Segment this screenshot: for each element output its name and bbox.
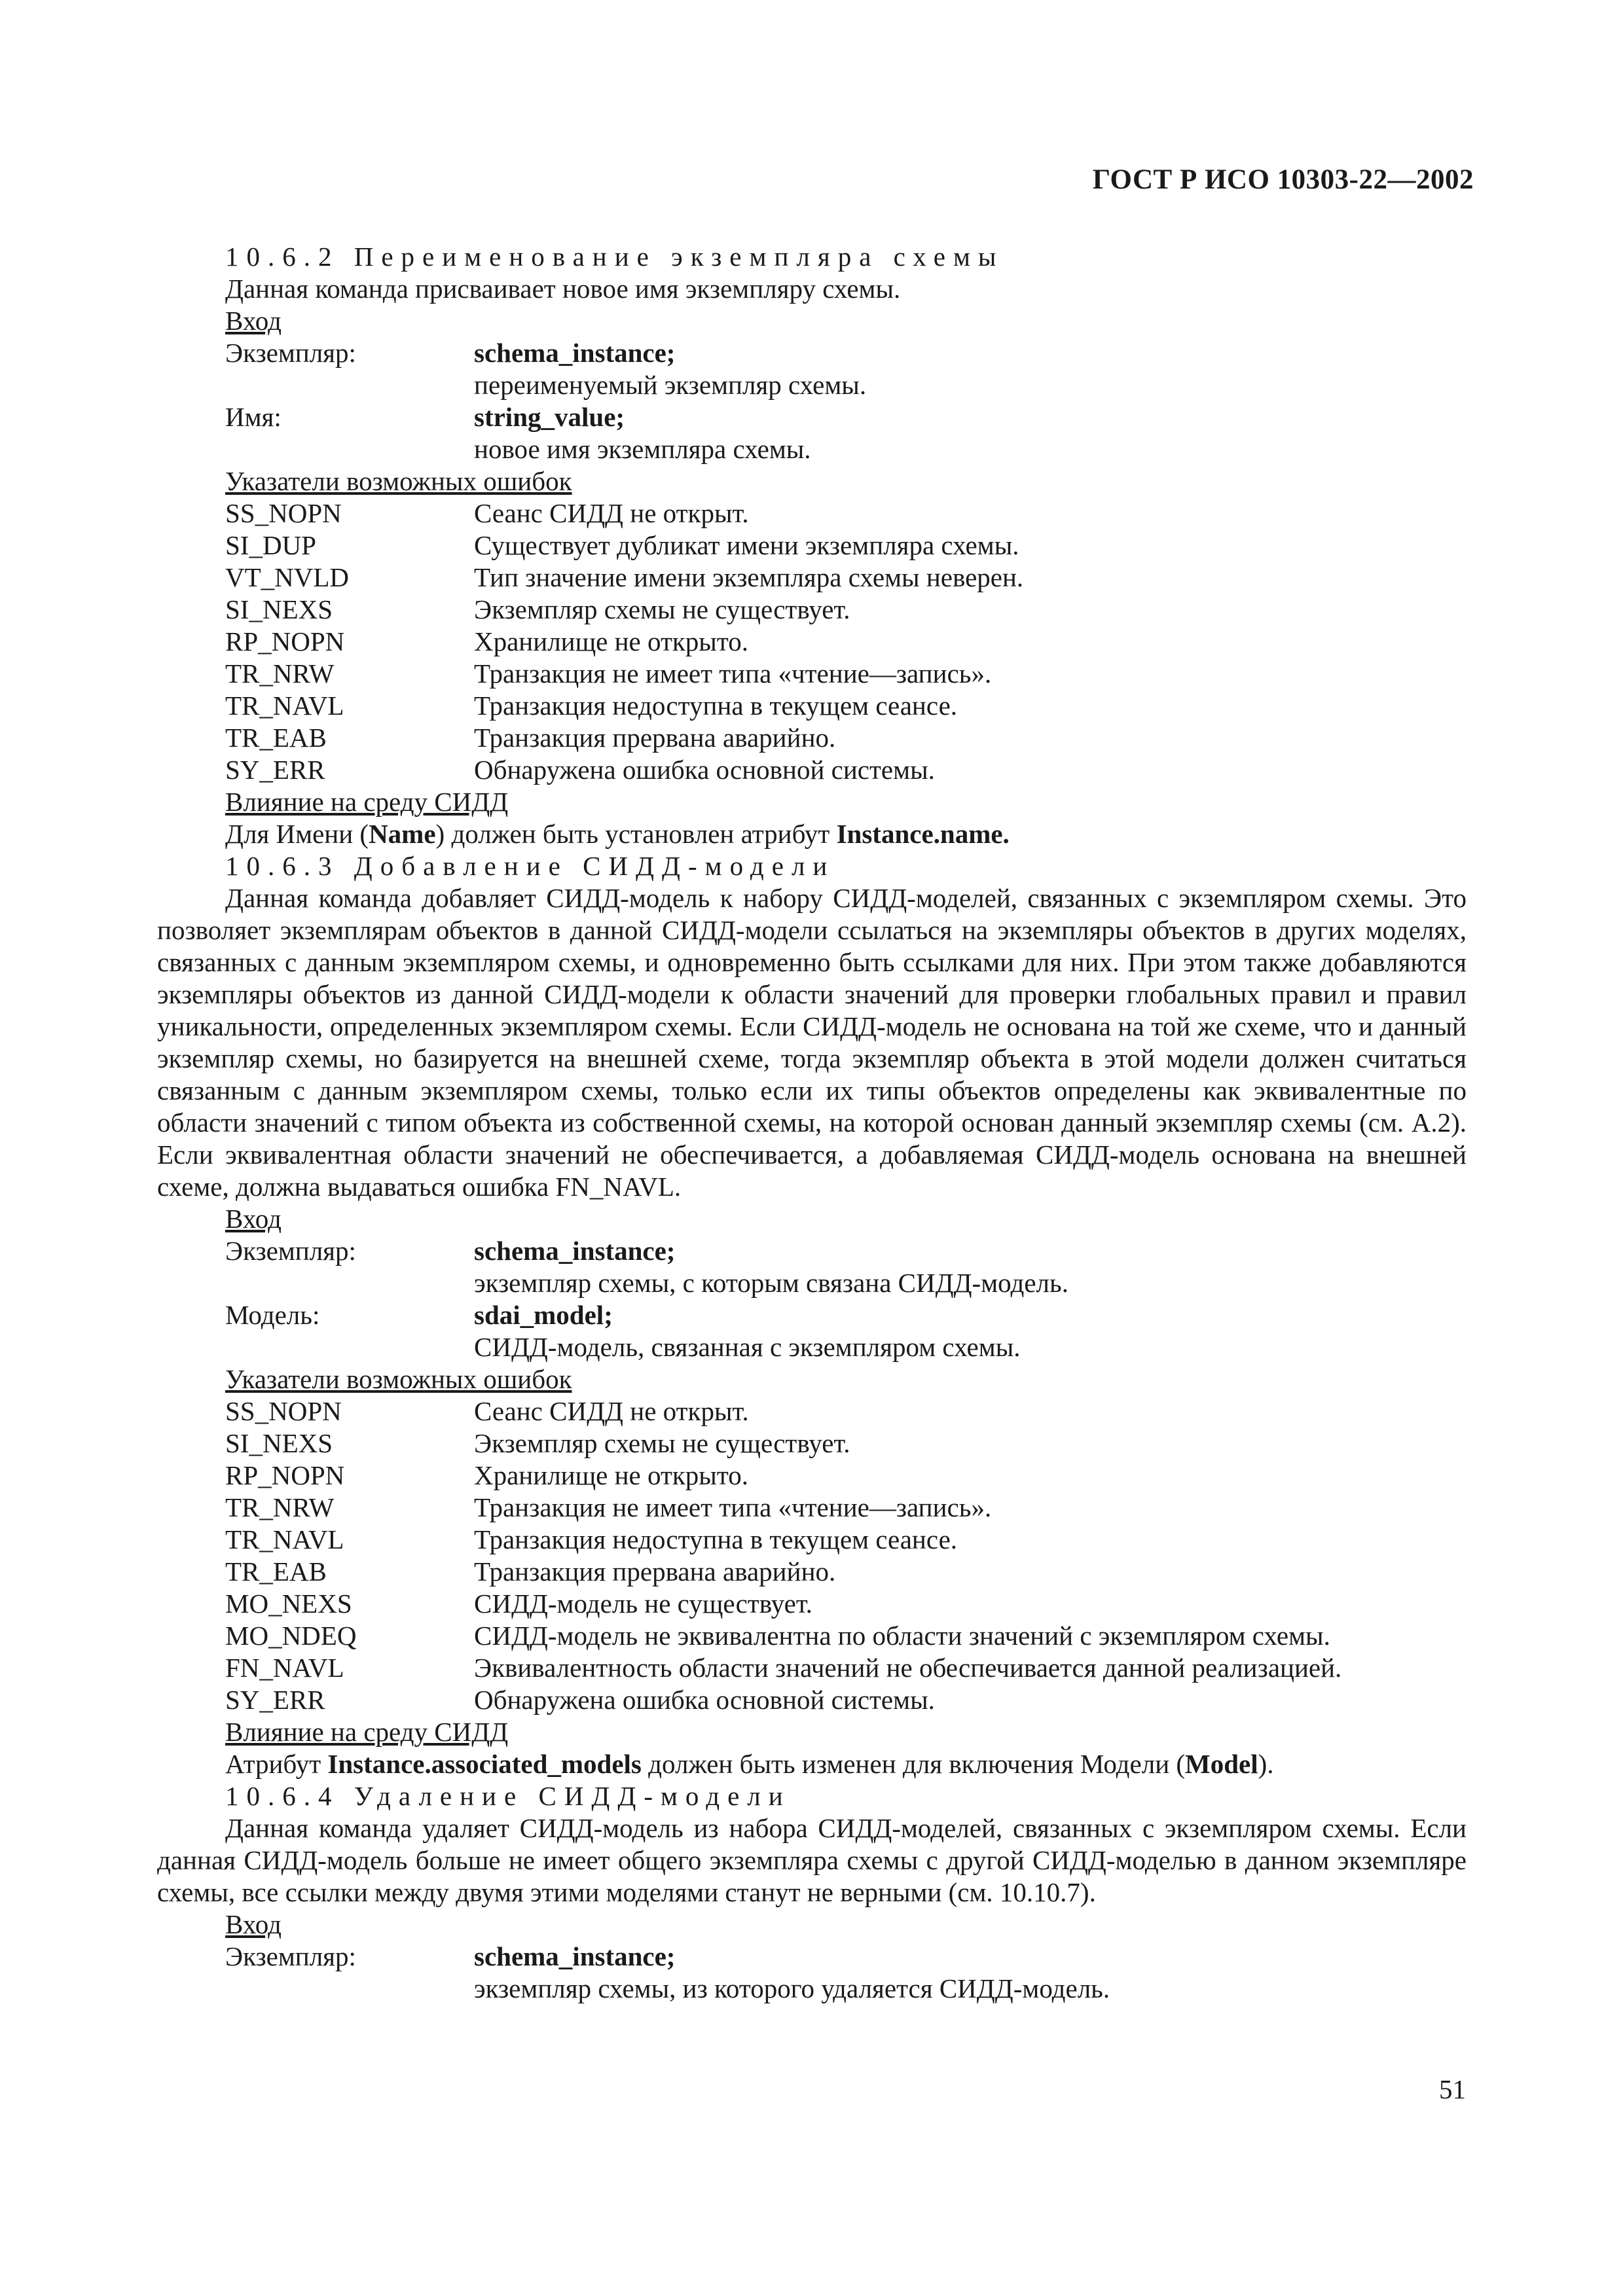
section-paragraph: Данная команда добавляет СИДД-модель к набору СИДД-моделей, связанных с экземпляром схемы. Это позволяет экземплярам объектов в данной СИДД-модели ссылаться на экземпляры объектов в других моделях, связанных с данным экземпляром схемы, и одновременно быть ссылками для них. При этом также добавляются экземпляры объектов из данной СИДД-модели к области значений для проверки глобальных правил и правил уникальности, определенных экземпляром схемы. Если СИДД-модель не основана на той же схеме, что и данный экземпляр схемы, но базируется на внешней схеме, тогда экземпляр объекта в этой модели должен считаться связанным с данным экземпляром схемы, только если их типы объектов определены как эквивалентные по области значений с типом объекта из собственной схемы, на которой основан данный экземпляр схемы (см. А.2). Если эквивалентная области значений не обеспечивается, а добавляемая СИДД-модель основана на внешней схеме, должна выдаваться ошибка FN_NAVL. xyxy=(157,883,1467,1202)
error-code: FN_NAVL xyxy=(225,1653,344,1683)
error-text: СИДД-модель не существует. xyxy=(474,1588,812,1619)
error-code: SY_ERR xyxy=(225,755,325,785)
error-list xyxy=(157,497,1467,786)
error-row xyxy=(157,562,1467,594)
error-row xyxy=(157,1684,1467,1716)
error-text: Транзакция не имеет типа «чтение—запись». xyxy=(474,658,992,689)
error-text: Транзакция недоступна в текущем сеансе. xyxy=(474,1524,958,1554)
error-code: TR_NRW xyxy=(225,658,335,689)
error-row xyxy=(157,626,1467,658)
error-text: СИДД-модель не эквивалентна по области значений с экземпляром схемы. xyxy=(474,1621,1330,1651)
input-row xyxy=(157,1299,1467,1331)
error-row xyxy=(157,594,1467,626)
input-desc-row xyxy=(157,1973,1467,2005)
document-header: ГОСТ Р ИСО 10303-22—2002 xyxy=(1092,164,1474,195)
input-label: Экземпляр: xyxy=(225,1236,356,1266)
effect-text: Атрибут Instance.associated_models должен быть изменен для включения Модели (Model). xyxy=(225,1749,1274,1779)
error-text: Экземпляр схемы не существует. xyxy=(474,1428,850,1458)
error-code: RP_NOPN xyxy=(225,1460,345,1490)
section-title: 10.6.4 Удаление СИДД-модели xyxy=(225,1781,791,1811)
error-code: TR_NAVL xyxy=(225,1524,344,1554)
input-label: Экземпляр: xyxy=(225,1941,356,1971)
input-desc: СИДД-модель, связанная с экземпляром схемы. xyxy=(474,1332,1021,1362)
input-label: Экземпляр: xyxy=(225,338,356,368)
error-list xyxy=(157,1395,1467,1716)
error-text: Сеанс СИДД не открыт. xyxy=(474,498,749,528)
input-desc-row xyxy=(157,433,1467,465)
error-row xyxy=(157,497,1467,529)
error-row xyxy=(157,690,1467,722)
error-code: SY_ERR xyxy=(225,1685,325,1715)
input-row xyxy=(157,1235,1467,1267)
section-title: 10.6.3 Добавление СИДД-модели xyxy=(225,851,835,881)
error-text: Эквивалентность области значений не обеспечивается данной реализацией. xyxy=(474,1653,1342,1683)
input-desc-row xyxy=(157,369,1467,401)
error-code: SI_NEXS xyxy=(225,594,333,624)
error-text: Обнаружена ошибка основной системы. xyxy=(474,1685,935,1715)
input-row xyxy=(157,1941,1467,1973)
error-row xyxy=(157,1492,1467,1524)
error-code: TR_NAVL xyxy=(225,691,344,721)
page-content xyxy=(157,241,1467,2005)
error-text: Транзакция недоступна в текущем сеансе. xyxy=(474,691,958,721)
errors-heading: Указатели возможных ошибок xyxy=(225,1364,572,1394)
error-text: Транзакция прервана аварийно. xyxy=(474,723,836,753)
input-desc-row xyxy=(157,1331,1467,1363)
error-code: TR_EAB xyxy=(225,1556,327,1587)
error-row xyxy=(157,1588,1467,1620)
error-text: Тип значение имени экземпляра схемы неверен. xyxy=(474,562,1024,592)
error-row xyxy=(157,1395,1467,1427)
error-code: SI_DUP xyxy=(225,530,316,560)
effect-heading: Влияние на среду СИДД xyxy=(225,1717,509,1747)
error-code: TR_EAB xyxy=(225,723,327,753)
error-text: Транзакция не имеет типа «чтение—запись». xyxy=(474,1492,992,1522)
input-type: schema_instance; xyxy=(474,1941,676,1971)
error-code: SS_NOPN xyxy=(225,498,342,528)
input-type: sdai_model; xyxy=(474,1300,613,1330)
error-text: Существует дубликат имени экземпляра схемы. xyxy=(474,530,1019,560)
input-type: string_value; xyxy=(474,402,625,432)
page-number: 51 xyxy=(1439,2074,1466,2104)
section-intro: Данная команда присваивает новое имя экземпляру схемы. xyxy=(225,274,901,304)
error-code: MO_NDEQ xyxy=(225,1621,357,1651)
error-code: VT_NVLD xyxy=(225,562,350,592)
error-row xyxy=(157,1556,1467,1588)
error-code: MO_NEXS xyxy=(225,1588,352,1619)
error-text: Обнаружена ошибка основной системы. xyxy=(474,755,935,785)
error-text: Хранилище не открыто. xyxy=(474,1460,748,1490)
error-text: Экземпляр схемы не существует. xyxy=(474,594,850,624)
error-text: Хранилище не открыто. xyxy=(474,626,748,656)
error-row xyxy=(157,529,1467,562)
error-row xyxy=(157,1524,1467,1556)
error-text: Сеанс СИДД не открыт. xyxy=(474,1396,749,1426)
input-label: Модель: xyxy=(225,1300,320,1330)
error-row xyxy=(157,1652,1467,1684)
error-code: SI_NEXS xyxy=(225,1428,333,1458)
effect-text: Для Имени (Name) должен быть установлен атрибут Instance.name. xyxy=(225,819,1010,849)
error-row xyxy=(157,1427,1467,1460)
input-row xyxy=(157,337,1467,369)
error-text: Транзакция прервана аварийно. xyxy=(474,1556,836,1587)
input-type: schema_instance; xyxy=(474,338,676,368)
error-row xyxy=(157,1620,1467,1652)
input-heading: Вход xyxy=(225,1204,282,1234)
input-heading: Вход xyxy=(225,306,282,336)
input-type: schema_instance; xyxy=(474,1236,676,1266)
error-code: RP_NOPN xyxy=(225,626,345,656)
effect-heading: Влияние на среду СИДД xyxy=(225,787,509,817)
error-row xyxy=(157,658,1467,690)
input-row xyxy=(157,401,1467,433)
error-code: TR_NRW xyxy=(225,1492,335,1522)
error-row xyxy=(157,754,1467,786)
error-code: SS_NOPN xyxy=(225,1396,342,1426)
section-title: 10.6.2 Переименование экземпляра схемы xyxy=(225,242,1004,272)
section-paragraph: Данная команда удаляет СИДД-модель из набора СИДД-моделей, связанных с экземпляром схемы. Если данная СИДД-модель больше не имеет общего экземпляра схемы с другой СИДД-моделью в данном экземпляре схемы, все ссылки между двумя этими моделями станут не верными (см. 10.10.7). xyxy=(157,1813,1467,1907)
input-desc-row xyxy=(157,1267,1467,1299)
input-desc: экземпляр схемы, из которого удаляется СИДД-модель. xyxy=(474,1973,1110,2003)
error-row xyxy=(157,722,1467,754)
errors-heading: Указатели возможных ошибок xyxy=(225,466,572,496)
error-row xyxy=(157,1460,1467,1492)
input-label: Имя: xyxy=(225,402,282,432)
input-heading: Вход xyxy=(225,1909,282,1939)
input-desc: новое имя экземпляра схемы. xyxy=(474,434,811,464)
input-desc: переименуемый экземпляр схемы. xyxy=(474,370,867,400)
input-desc: экземпляр схемы, с которым связана СИДД-модель. xyxy=(474,1268,1068,1298)
